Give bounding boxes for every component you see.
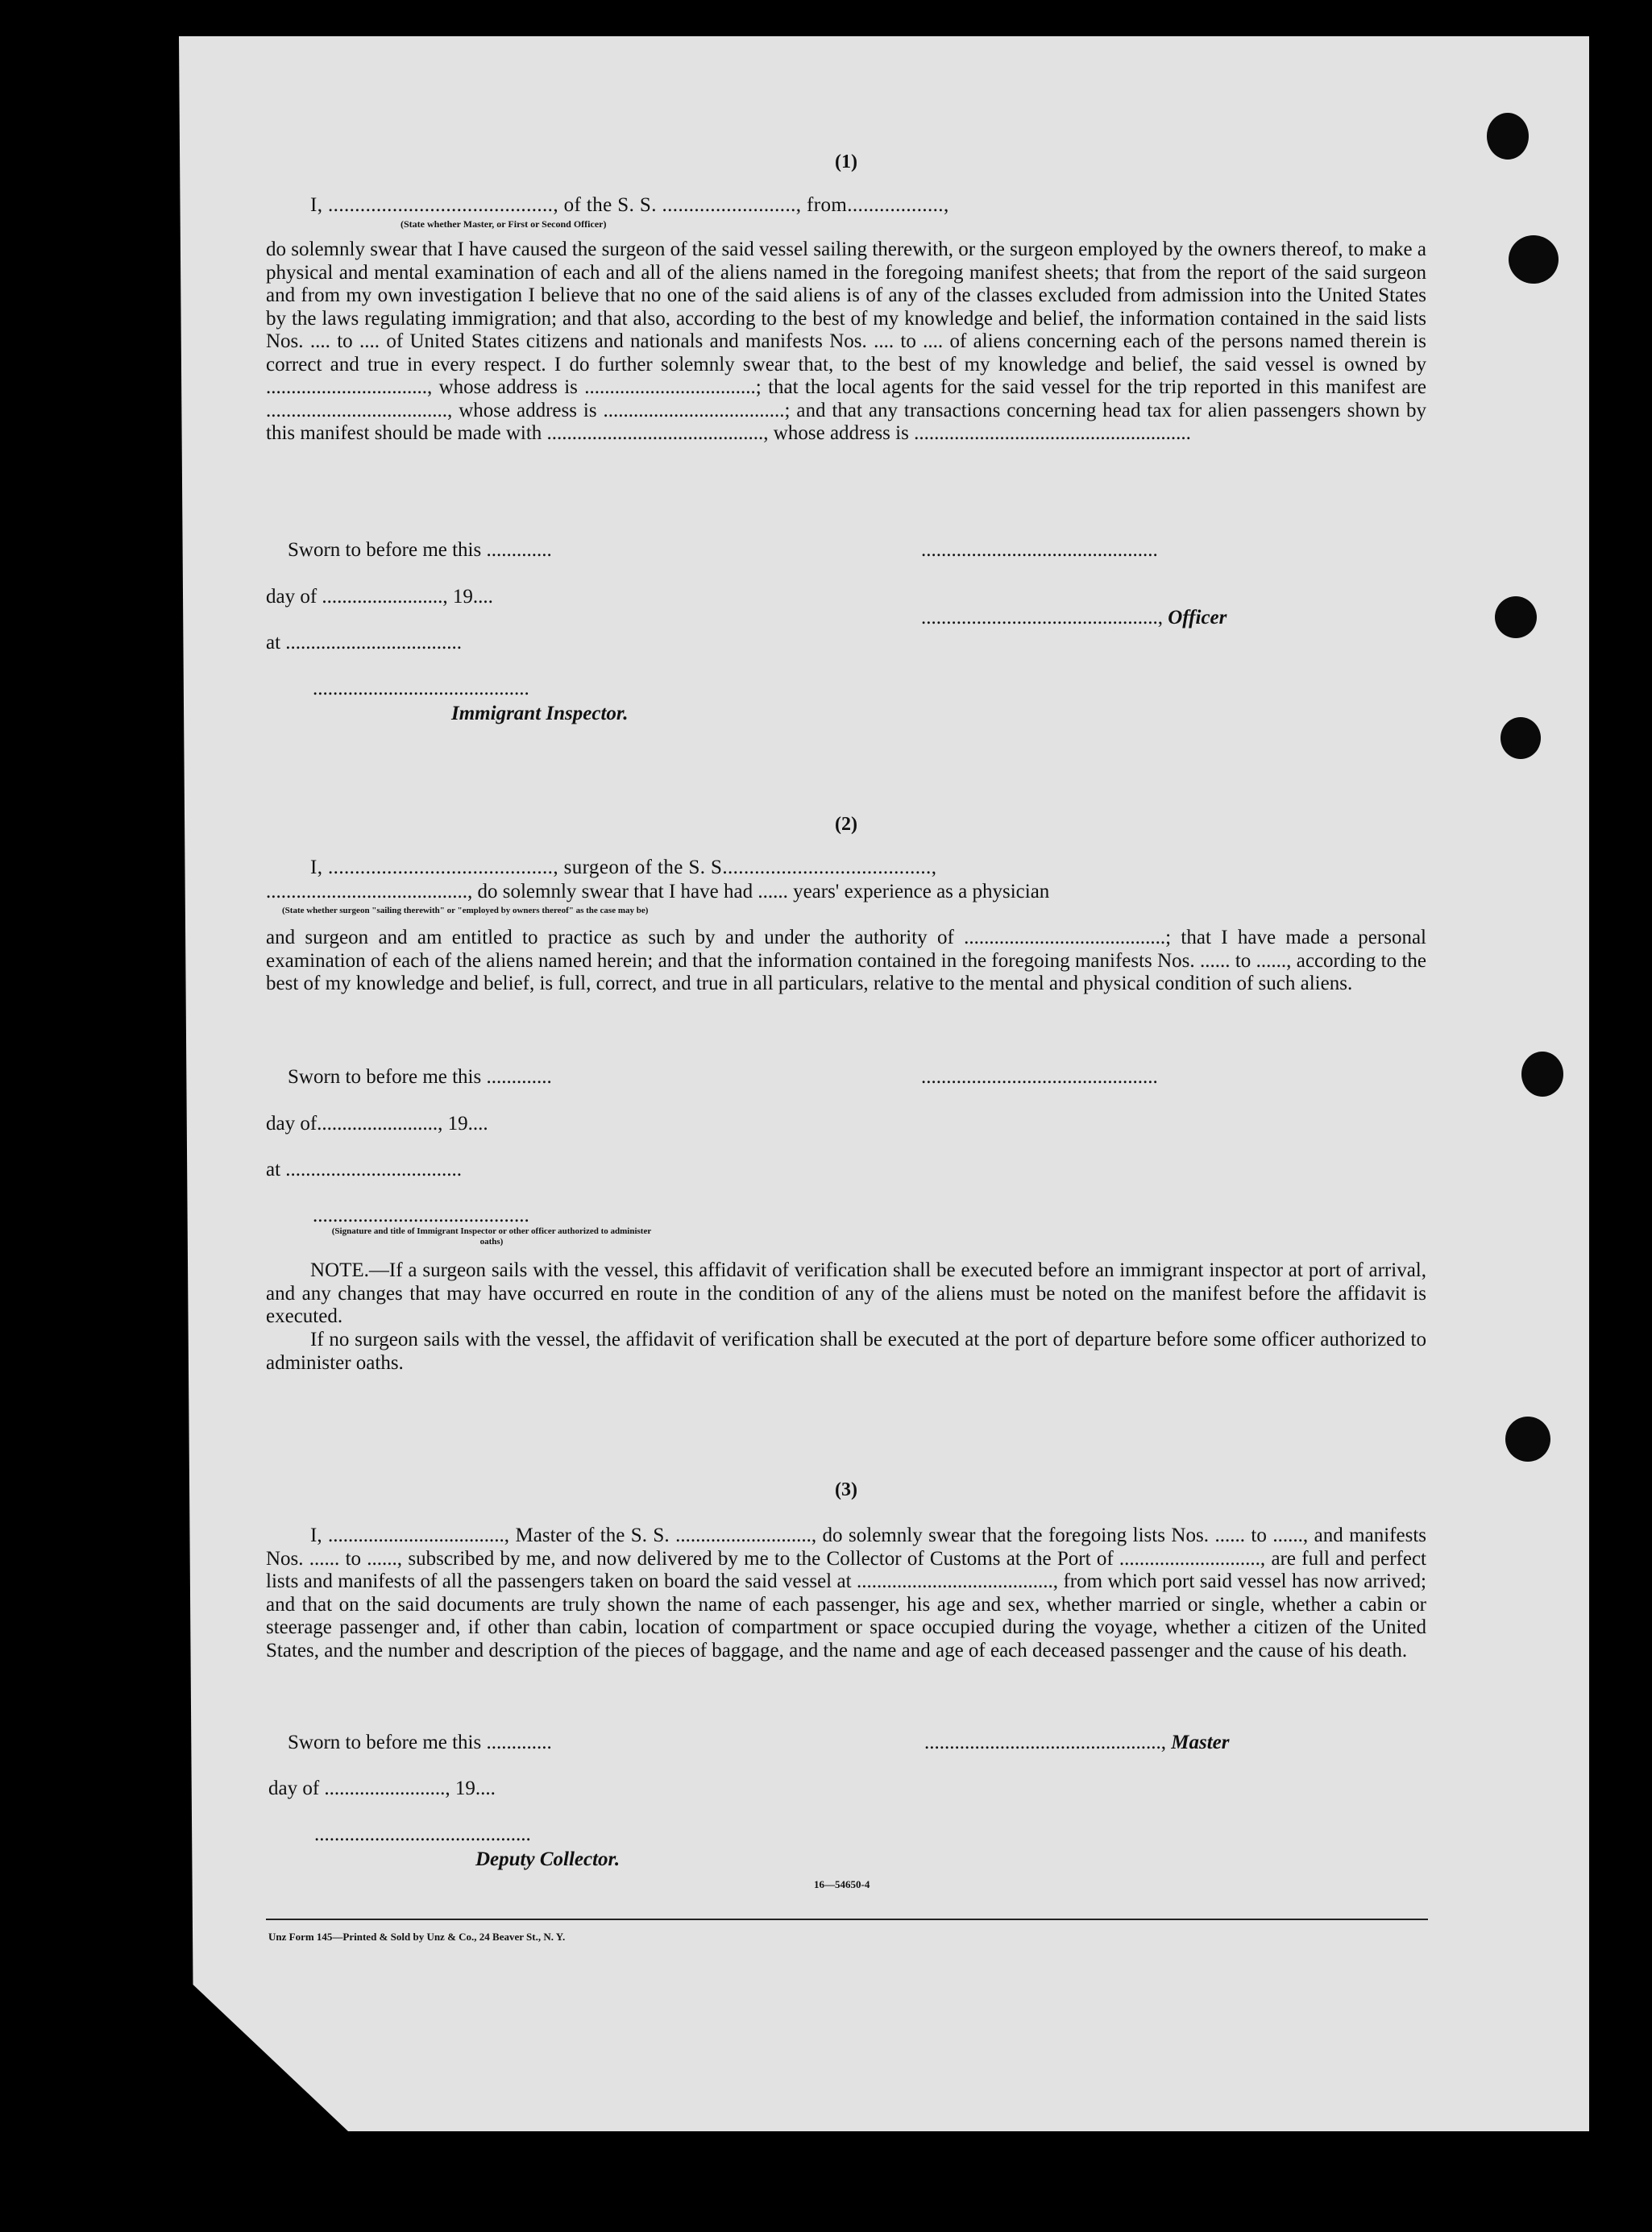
section-3-day: day of ........................, 19.... bbox=[268, 1778, 496, 1799]
section-1-note: (State whether Master, or First or Second Officer) bbox=[401, 218, 607, 230]
section-2-note-paragraph-2: If no surgeon sails with the vessel, the affidavit of verification shall be executed at the port of departure before some officer authorized to administer oaths. bbox=[266, 1329, 1426, 1374]
punch-hole bbox=[1521, 1052, 1563, 1097]
section-1-day: day of ........................, 19.... bbox=[266, 586, 493, 608]
section-3-sworn: Sworn to before me this ............. bbox=[288, 1732, 552, 1753]
master-label: Master bbox=[1171, 1732, 1230, 1753]
section-1-signature-line: ........................................... bbox=[313, 678, 529, 699]
section-1-officer-line: ..............................................., Officer bbox=[921, 607, 1227, 629]
punch-hole bbox=[1500, 717, 1541, 759]
section-1-sworn: Sworn to before me this ............. bbox=[288, 539, 552, 561]
immigrant-inspector-label: Immigrant Inspector. bbox=[451, 703, 629, 724]
section-1-at: at ................................... bbox=[266, 632, 463, 653]
punch-hole bbox=[1495, 596, 1537, 638]
form-code: 16—54650-4 bbox=[814, 1878, 870, 1890]
officer-label: Officer bbox=[1168, 607, 1227, 629]
section-3-heading: (3) bbox=[835, 1479, 857, 1500]
section-2-line2: ........................................, do solemnly swear that I have had ...... years' experience as a physician bbox=[266, 881, 1050, 902]
section-2-signature-note: (Signature and title of Immigrant Inspector or other officer authorized to administer oaths) bbox=[331, 1226, 652, 1247]
deputy-collector-label: Deputy Collector. bbox=[475, 1848, 621, 1870]
section-1-right-line: ............................................... bbox=[921, 539, 1158, 561]
section-2-body: and surgeon and am entitled to practice as such by and under the authority of ........................................; that I have made a personal examination of each of the aliens named herein; and that the information contained in the foregoing manifests Nos. ...... to ......, according to the best of my knowledge and belief, is full, correct, and true in all particulars, relative to the mental and physical condition of such aliens. bbox=[266, 927, 1426, 994]
section-2-sworn: Sworn to before me this ............. bbox=[288, 1066, 552, 1088]
footer-imprint: Unz Form 145—Printed & Sold by Unz & Co., 24 Beaver St., N. Y. bbox=[268, 1931, 566, 1943]
footer-rule bbox=[266, 1919, 1428, 1920]
section-1-opening: I, .........................................., of the S. S. ........................., from.................., bbox=[310, 194, 949, 216]
section-3-signature-line: ........................................... bbox=[314, 1823, 531, 1845]
section-2-day: day of........................, 19.... bbox=[266, 1113, 488, 1135]
punch-hole bbox=[1505, 1417, 1550, 1462]
section-2-note: (State whether surgeon "sailing therewith" or "employed by owners thereof" as the case may be) bbox=[282, 906, 649, 915]
section-1-body: do solemnly swear that I have caused the surgeon of the said vessel sailing therewith, or the surgeon employed by the owners thereof, to make a physical and mental examination of each and all of the aliens named in the foregoing manifest sheets; that from the report of the said surgeon and from my own investigation I believe that no one of the said aliens is of any of the classes excluded from admission into the United States by the laws regulating immigration; and that also, according to the best of my knowledge and belief, the information contained in the said lists Nos. .... to .... of United States citizens and nationals and manifests Nos. .... to .... of aliens concerning each of the persons named therein is correct and true in every respect. I do further solemnly swear that, to the best of my knowledge and belief, the said vessel is owned by ................................, whose address is ..................................; that the local agents for the said vessel for the trip reported in this manifest are ...................................., whose address is ....................................; and that any transactions concerning head tax for alien passengers shown by this manifest should be made with ..........................................., whose address is ....................................................... bbox=[266, 239, 1426, 444]
section-2-right-line: ............................................... bbox=[921, 1066, 1158, 1088]
section-2-heading: (2) bbox=[835, 814, 857, 835]
section-3-master-line: ..............................................., Master bbox=[924, 1732, 1230, 1753]
section-1-heading: (1) bbox=[835, 151, 857, 172]
section-3-body: I, ..................................., Master of the S. S. ..........................., do solemnly swear that the foregoing lists Nos. ...... to ......, and manifests Nos. ...... to ......, subscribed by me, and now delivered by me to the Collector of Customs at the Port of ............................, are full and perfect lists and manifests of all the passengers taken on board the said vessel at ......................................., from which port said vessel has now arrived; and that on the said documents are truly shown the name of each passenger, his age and sex, whether married or single, whether a cabin or steerage passenger and, if other than cabin, location of compartment or space occupied during the voyage, whether a citizen of the United States, and the number and description of the pieces of baggage, and the name and age of each deceased passenger and the cause of his death. bbox=[266, 1525, 1426, 1662]
section-2-signature-line: ........................................... bbox=[313, 1205, 529, 1226]
section-2-opening: I, .........................................., surgeon of the S. S......................................., bbox=[310, 857, 937, 878]
punch-hole bbox=[1509, 235, 1559, 284]
section-2-at: at ................................... bbox=[266, 1159, 463, 1180]
section-2-note-paragraph: NOTE.—If a surgeon sails with the vessel, this affidavit of verification shall be executed before an immigrant inspector at port of arrival, and any changes that may have occurred en route in the condition of any of the aliens must be noted on the manifest before the affidavit is executed. bbox=[266, 1259, 1426, 1327]
